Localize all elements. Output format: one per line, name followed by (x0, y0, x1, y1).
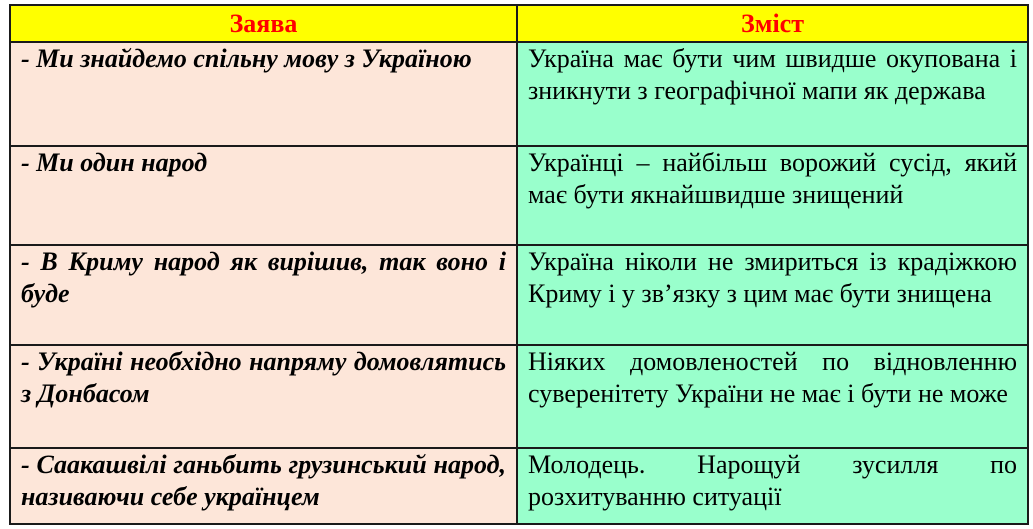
table-row (10, 245, 1028, 345)
content-cell: Україна ніколи не змириться із крадіжкою Криму і у зв’язку з цим має бути знищена (517, 245, 1028, 345)
header-content: Зміст (517, 5, 1028, 42)
statement-cell: - Ми один народ (10, 146, 517, 245)
content-cell: Ніяких домовленостей по відновленню суверенітету України не має і бути не може (517, 345, 1028, 448)
content-cell: Україна має бути чим швидше окупована і зникнути з географічної мапи як держава (517, 42, 1028, 146)
statement-cell: - В Криму народ як вирішив, так воно і буде (10, 245, 517, 345)
table-row (10, 345, 1028, 448)
statement-cell: - Саакашвілі ганьбить грузинський народ, називаючи себе українцем (10, 448, 517, 524)
content-cell: Молодець. Нарощуй зусилля по розхитуванню ситуації (517, 448, 1028, 524)
table-row (10, 42, 1028, 146)
header-row (10, 5, 1028, 42)
statement-content-table (9, 4, 1029, 525)
header-statement: Заява (10, 5, 517, 42)
statement-cell: - Україні необхідно напряму домовлятись з Донбасом (10, 345, 517, 448)
statement-cell: - Ми знайдемо спільну мову з Україною (10, 42, 517, 146)
content-cell: Українці – найбільш ворожий сусід, який має бути якнайшвидше знищений (517, 146, 1028, 245)
table-row (10, 146, 1028, 245)
table-row (10, 448, 1028, 524)
